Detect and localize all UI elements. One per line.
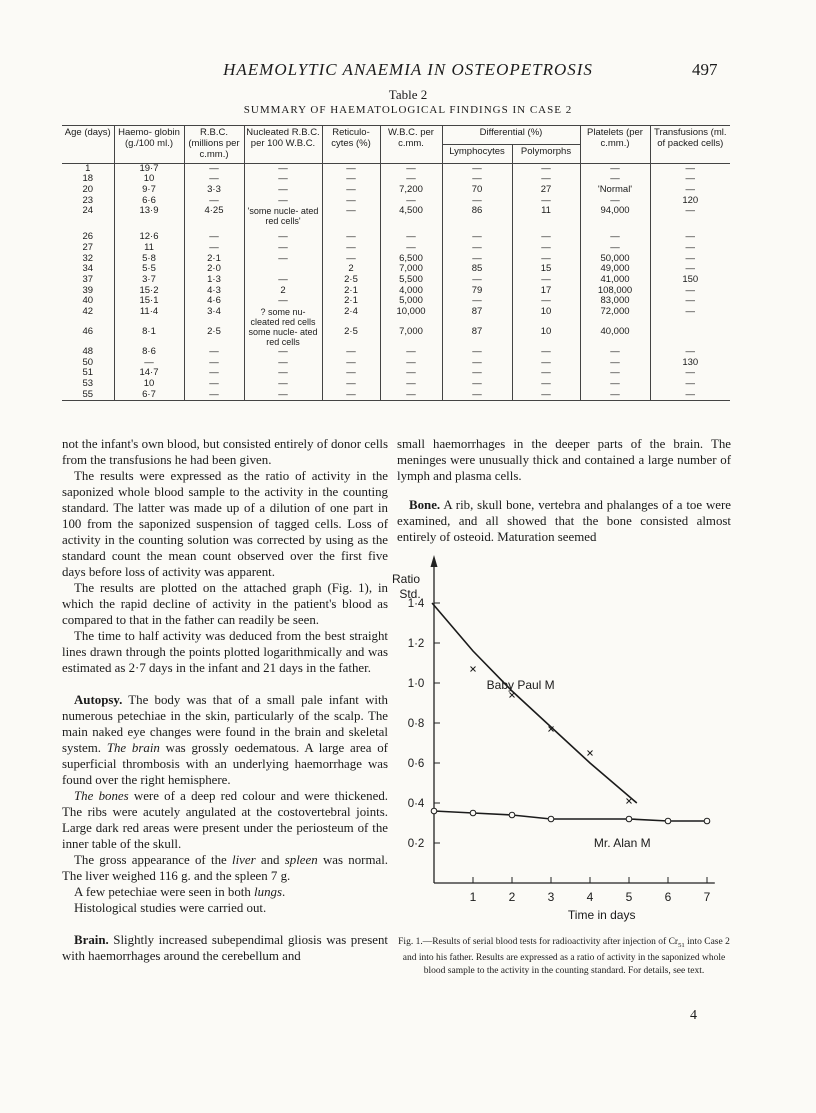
text-run: The body was that of a small pale infant with numerous petechiae in the skin, particularly of the scalp. The main naked eye changes were found in the brain and skeletal system. (62, 693, 388, 755)
table-cell: — (512, 163, 580, 174)
right-column (397, 436, 731, 484)
table-cell: 4,000 (380, 286, 442, 297)
left-column (62, 436, 388, 964)
header-wbc: W.B.C. per c.mm. (380, 126, 442, 164)
table-cell: — (512, 296, 580, 307)
table-cell: 4·6 (184, 296, 244, 307)
italic-term: The bones (74, 789, 129, 803)
header-rbc: R.B.C. (millions per c.mm.) (184, 126, 244, 164)
table-cell: 50,000 (580, 254, 650, 265)
x-tick-label: 4 (586, 890, 594, 904)
y-tick-label: 0·8 (407, 718, 425, 730)
table-cell: — (244, 243, 322, 254)
table-cell: — (184, 379, 244, 390)
table-cell: — (650, 379, 730, 390)
brain-heading: Brain. (74, 933, 109, 947)
table-cell: — (322, 358, 380, 369)
table-cell: 7,200 (380, 185, 442, 196)
table-row (62, 275, 730, 286)
right-column-bone (397, 497, 731, 545)
table-cell: 1·3 (184, 275, 244, 286)
table-cell: — (442, 163, 512, 174)
table-cell: — (244, 163, 322, 174)
table-cell: 46 (82, 325, 94, 337)
table-cell: 17 (512, 286, 580, 297)
data-point (626, 816, 632, 822)
table-cell: — (322, 163, 380, 174)
table-cell: — (650, 264, 730, 275)
table-cell: — (580, 226, 650, 243)
y-tick-label: 0·4 (407, 798, 425, 810)
table-cell: 9·7 (114, 185, 184, 196)
table-cell: — (650, 296, 730, 307)
table-cell: 18 (82, 173, 94, 185)
table-cell: 87 (442, 327, 512, 347)
bones-paragraph (62, 788, 388, 852)
x-tick-label: 6 (664, 890, 672, 904)
text-run: were of a deep red colour and were thickened. The ribs were acutely angulated at the costovertebral joints. Large dark red areas were present under the periosteum of the inner table of the skull. (62, 789, 388, 851)
table-cell: — (580, 163, 650, 174)
table-cell: — (244, 358, 322, 369)
table-cell: — (580, 368, 650, 379)
table-cell: 2 (244, 286, 322, 297)
italic-term: liver (232, 853, 256, 867)
y-tick-label: 1·2 (407, 638, 425, 650)
table-cell: — (512, 347, 580, 358)
table-cell: — (244, 390, 322, 401)
table-cell: — (512, 275, 580, 286)
table-cell: 2·0 (184, 264, 244, 275)
table-row (62, 264, 730, 275)
table-cell: — (512, 379, 580, 390)
header-lymphocytes: Lymphocytes (442, 144, 512, 163)
haematological-table (62, 125, 730, 401)
table-cell: 7,000 (380, 327, 442, 347)
x-tick-label: 2 (508, 890, 516, 904)
header-transfusions: Transfusions (ml. of packed cells) (650, 126, 730, 164)
table-cell: 4·3 (184, 286, 244, 297)
caption-text: into Case 2 and into his father. Results are expressed as a ratio of activity in the saponized whole blood sample to the activity in the counting standard. For details, see text. (402, 937, 730, 976)
table-cell: — (322, 226, 380, 243)
table-cell: — (650, 206, 730, 226)
table-cell: — (244, 174, 322, 185)
table-cell: 11 (512, 206, 580, 226)
table-row (62, 390, 730, 401)
table-cell: 72,000 (580, 307, 650, 327)
x-tick-label: 1 (469, 890, 477, 904)
table-cell: — (244, 226, 322, 243)
data-point (588, 751, 593, 756)
page-number: 497 (692, 60, 718, 79)
table-cell: 2·4 (322, 307, 380, 327)
table-cell: — (322, 185, 380, 196)
table-cell: — (650, 368, 730, 379)
header-platelets: Platelets (per c.mm.) (580, 126, 650, 164)
table-cell: 7,000 (380, 264, 442, 275)
table-row (62, 327, 730, 347)
table-cell: 41,000 (580, 275, 650, 286)
table-cell: — (322, 174, 380, 185)
table-row (62, 226, 730, 243)
table-cell: — (244, 196, 322, 207)
table-row (62, 358, 730, 369)
table-cell: 108,000 (580, 286, 650, 297)
table-cell: 150 (650, 275, 730, 286)
table-cell: 130 (650, 358, 730, 369)
table-cell: 'Normal' (580, 185, 650, 196)
table-cell: — (322, 347, 380, 358)
table-cell: — (650, 286, 730, 297)
y-axis-label-line: Ratio (391, 572, 421, 586)
table-cell: 86 (442, 206, 512, 226)
table-cell: — (580, 379, 650, 390)
table-cell: — (650, 254, 730, 265)
table-cell: 19·7 (114, 163, 184, 174)
table-cell: 5,000 (380, 296, 442, 307)
paragraph: The results are plotted on the attached graph (Fig. 1), in which the rapid decline of activity in the patient's blood as compared to that in the father can readily be seen. (62, 581, 388, 627)
x-tick-label: 7 (703, 890, 711, 904)
text-run: Slightly increased subependimal gliosis was present with haemorrhages around the cerebellum and (62, 933, 388, 963)
table-cell: 4,500 (380, 206, 442, 226)
table-cell: 15 (512, 264, 580, 275)
table-cell: — (442, 275, 512, 286)
table-cell: 3·7 (114, 275, 184, 286)
table-cell: — (442, 196, 512, 207)
table-cell: — (322, 196, 380, 207)
table-row (62, 196, 730, 207)
y-axis-arrow (431, 555, 438, 567)
table-cell: 53 (82, 377, 94, 389)
table-cell (650, 327, 730, 347)
table-cell: 1 (85, 162, 91, 174)
table-cell: 48 (82, 346, 94, 358)
table-cell: — (442, 226, 512, 243)
table-cell: 120 (650, 196, 730, 207)
table-cell: 8·1 (114, 327, 184, 347)
table-cell: — (442, 296, 512, 307)
table-cell: — (650, 226, 730, 243)
data-point (470, 810, 476, 816)
table-cell: 15·2 (114, 286, 184, 297)
paragraph: Histological studies were carried out. (74, 901, 267, 915)
table-cell: 10 (512, 307, 580, 327)
table-cell: 42 (82, 305, 94, 317)
table-cell: — (580, 196, 650, 207)
table-cell: — (184, 174, 244, 185)
table-row (62, 286, 730, 297)
paragraph: The results were expressed as the ratio of activity in the saponized whole blood sample to the activity in the counting standard. The latter was made up of a dilution of one part in 100 from the saponized suspension of tagged cells. Loss of activity in the counting solution was corrected by using as the standard count the mean count observed over the first five days before loss of activity was apparent. (62, 469, 388, 579)
table-body (62, 163, 730, 400)
table-cell: — (442, 174, 512, 185)
paragraph: not the infant's own blood, but consisted entirely of donor cells from the transfusions he had been given. (62, 437, 388, 467)
series-label-father: Mr. Alan M (593, 836, 651, 850)
header-reticulocytes: Reticulo- cytes (%) (322, 126, 380, 164)
table-cell: 8·6 (114, 347, 184, 358)
table-cell: 14·7 (114, 368, 184, 379)
table-cell: — (442, 358, 512, 369)
data-point (510, 693, 515, 698)
table-cell: — (650, 243, 730, 254)
data-point (471, 667, 476, 672)
text-run: A few petechiae were seen in both (74, 885, 255, 899)
table-cell: 10 (114, 379, 184, 390)
table-cell: — (244, 347, 322, 358)
table-cell: ? some nu- cleated red cells (244, 307, 322, 327)
table-row (62, 206, 730, 226)
table-caption: SUMMARY OF HAEMATOLOGICAL FINDINGS IN CASE 2 (243, 104, 573, 116)
table-cell: — (512, 226, 580, 243)
table-cell: 37 (82, 273, 94, 285)
table-cell: — (442, 379, 512, 390)
header-haemoglobin: Haemo- globin (g./100 ml.) (114, 126, 184, 164)
x-tick-label: 5 (625, 890, 633, 904)
x-axis-label: Time in days (567, 908, 636, 922)
table-row (62, 185, 730, 196)
table-cell: 32 (82, 252, 94, 264)
table-cell: — (322, 368, 380, 379)
figure-1-chart (360, 555, 730, 930)
table-cell: — (650, 307, 730, 327)
table-cell: — (580, 243, 650, 254)
table-cell: — (244, 368, 322, 379)
text-run: and (255, 853, 285, 867)
table-cell: — (380, 196, 442, 207)
table-cell: 26 (82, 231, 94, 243)
data-point (548, 816, 554, 822)
table-cell: 13·9 (114, 206, 184, 226)
table-cell: some nucle- ated red cells (244, 327, 322, 347)
table-cell: 27 (512, 185, 580, 196)
table-cell: — (442, 243, 512, 254)
data-point (431, 808, 437, 814)
table-cell: — (380, 226, 442, 243)
table-cell: 11·4 (114, 307, 184, 327)
table-cell: — (650, 174, 730, 185)
table-cell: 12·6 (114, 226, 184, 243)
table-cell: 70 (442, 185, 512, 196)
table-cell: 2·5 (322, 275, 380, 286)
table-cell: — (244, 296, 322, 307)
italic-term: spleen (284, 853, 318, 867)
series-label-baby: Baby Paul M (486, 678, 555, 692)
header-age: Age (days) (62, 126, 114, 164)
italic-term: lungs (254, 885, 282, 899)
table-cell: — (580, 358, 650, 369)
table-cell: — (184, 368, 244, 379)
y-tick-label: 0·2 (407, 838, 425, 850)
autopsy-heading: Autopsy. (74, 693, 123, 707)
table-cell: 23 (82, 194, 94, 206)
table-cell: 34 (82, 263, 94, 275)
y-tick-label: 0·6 (407, 758, 425, 770)
text-run: . (281, 885, 286, 899)
table-cell: — (650, 347, 730, 358)
table-cell: — (380, 368, 442, 379)
caption-text: Fig. 1.—Results of serial blood tests for radioactivity after injection of Cr (398, 937, 679, 947)
table-cell: 20 (82, 184, 94, 196)
table-cell: — (512, 254, 580, 265)
table-cell: — (184, 358, 244, 369)
data-point (665, 818, 671, 824)
table-cell: 40 (82, 295, 94, 307)
table-cell: — (244, 379, 322, 390)
text-run: A rib, skull bone, vertebra and phalanges of a toe were examined, and all showed that the bone consisted almost entirely of osteoid. Maturation seemed (397, 498, 731, 544)
table-cell: — (114, 358, 184, 369)
table-cell: — (512, 368, 580, 379)
table-cell: — (512, 196, 580, 207)
table-row (62, 163, 730, 174)
y-axis-label-line: Std. (399, 587, 421, 601)
italic-term: The brain (106, 741, 160, 755)
y-tick-label: 1·4 (407, 598, 425, 610)
table-cell: 5·5 (114, 264, 184, 275)
table-cell: — (184, 347, 244, 358)
table-cell: — (442, 254, 512, 265)
text-run: The gross appearance of the (74, 853, 232, 867)
table-cell: — (244, 254, 322, 265)
table-cell: 51 (82, 367, 94, 379)
table-label: Table 2 (388, 87, 428, 102)
table-cell: 5·8 (114, 254, 184, 265)
table-cell: — (580, 174, 650, 185)
table-cell: 10,000 (380, 307, 442, 327)
table-cell: — (380, 243, 442, 254)
table-cell: 27 (82, 242, 94, 254)
y-axis-label (392, 572, 421, 601)
header-polymorphs: Polymorphs (512, 144, 580, 163)
table-cell: — (322, 390, 380, 401)
brain-paragraph (62, 932, 388, 964)
table-cell: — (322, 243, 380, 254)
table-row (62, 243, 730, 254)
table-cell: 2·1 (322, 296, 380, 307)
table-cell: 3·3 (184, 185, 244, 196)
table-cell: 55 (62, 390, 114, 401)
data-point (627, 799, 632, 804)
header-differential: Differential (%) (442, 126, 580, 145)
table-cell: — (184, 243, 244, 254)
data-point (704, 818, 710, 824)
table-cell: — (512, 358, 580, 369)
table-cell: — (380, 174, 442, 185)
bone-paragraph (397, 497, 731, 545)
table-cell: — (580, 347, 650, 358)
figure-caption (397, 936, 731, 977)
table-cell: 6·6 (114, 196, 184, 207)
table-cell: — (442, 368, 512, 379)
table-cell: 2·1 (184, 254, 244, 265)
paragraph: small haemorrhages in the deeper parts of the brain. The meninges were unusually thick and contained a large number of lymph and plasma cells. (397, 437, 731, 483)
table-cell: — (380, 163, 442, 174)
table-cell: 94,000 (580, 206, 650, 226)
table-cell: — (580, 390, 650, 401)
table-cell: 10 (512, 327, 580, 347)
table-cell: — (184, 226, 244, 243)
table-cell: — (380, 347, 442, 358)
text-run: was grossly oedematous. A large area of superficial thrombosis with an underlying haemorrhage was found over the right hemisphere. (62, 741, 388, 787)
table-cell: 2·5 (184, 327, 244, 347)
table-cell: — (650, 163, 730, 174)
table-cell: 83,000 (580, 296, 650, 307)
data-point (509, 812, 515, 818)
table-cell: — (650, 390, 730, 401)
table-cell: 85 (442, 264, 512, 275)
table-cell: — (184, 390, 244, 401)
table-cell: — (322, 254, 380, 265)
table-cell: 3·4 (184, 307, 244, 327)
x-tick-label: 3 (547, 890, 555, 904)
table-cell: — (512, 243, 580, 254)
folio: 4 (690, 1008, 697, 1023)
table-cell: — (244, 185, 322, 196)
caption-subscript: 51 (678, 941, 685, 949)
table-cell: — (512, 174, 580, 185)
header-nucleated-rbc: Nucleated R.B.C. per 100 W.B.C. (244, 126, 322, 164)
table-row (62, 307, 730, 327)
text-run: was normal. The liver weighed 116 g. and the spleen 7 g. (62, 853, 389, 883)
table-cell: — (380, 390, 442, 401)
table-cell: 87 (442, 307, 512, 327)
table-cell: — (244, 275, 322, 286)
table-cell: 39 (82, 284, 94, 296)
table-cell: 49,000 (580, 264, 650, 275)
bone-heading: Bone. (409, 498, 441, 512)
table-cell: 79 (442, 286, 512, 297)
y-tick-label: 1·0 (407, 678, 425, 690)
table-cell: — (184, 163, 244, 174)
table-cell: — (322, 206, 380, 226)
table-cell: 10 (114, 174, 184, 185)
table-cell: — (512, 390, 580, 401)
table-cell: 40,000 (580, 327, 650, 347)
autopsy-paragraph (62, 692, 388, 788)
table-cell: 5,500 (380, 275, 442, 286)
table-cell: — (184, 196, 244, 207)
running-title: HAEMOLYTIC ANAEMIA IN OSTEOPETROSIS (223, 60, 593, 79)
table-cell: 4·25 (184, 206, 244, 226)
table-row (62, 368, 730, 379)
table-cell: — (442, 347, 512, 358)
paragraph: The time to half activity was deduced from the best straight lines drawn through the points plotted logarithmically and was estimated as 2·7 days in the infant and 21 days in the father. (62, 629, 388, 675)
table-cell: 2·5 (322, 327, 380, 347)
table-cell: 11 (114, 243, 184, 254)
table-cell: 15·1 (114, 296, 184, 307)
lungs-paragraph (62, 884, 388, 900)
table-cell: 2 (322, 264, 380, 275)
table-cell: 24 (82, 205, 94, 217)
table-cell: — (442, 390, 512, 401)
table-cell: — (380, 379, 442, 390)
table-cell: 50 (82, 356, 94, 368)
table-cell: — (322, 379, 380, 390)
table-cell: 6,500 (380, 254, 442, 265)
table-cell: 2·1 (322, 286, 380, 297)
table-row (62, 254, 730, 265)
table-row (62, 347, 730, 358)
table-cell: 6·7 (114, 390, 184, 401)
table-cell: 'some nucle- ated red cells' (244, 206, 322, 226)
series-line-baby (432, 603, 637, 803)
table-row (62, 379, 730, 390)
table-cell: — (380, 358, 442, 369)
table-cell: — (650, 185, 730, 196)
gross-paragraph (62, 852, 388, 884)
